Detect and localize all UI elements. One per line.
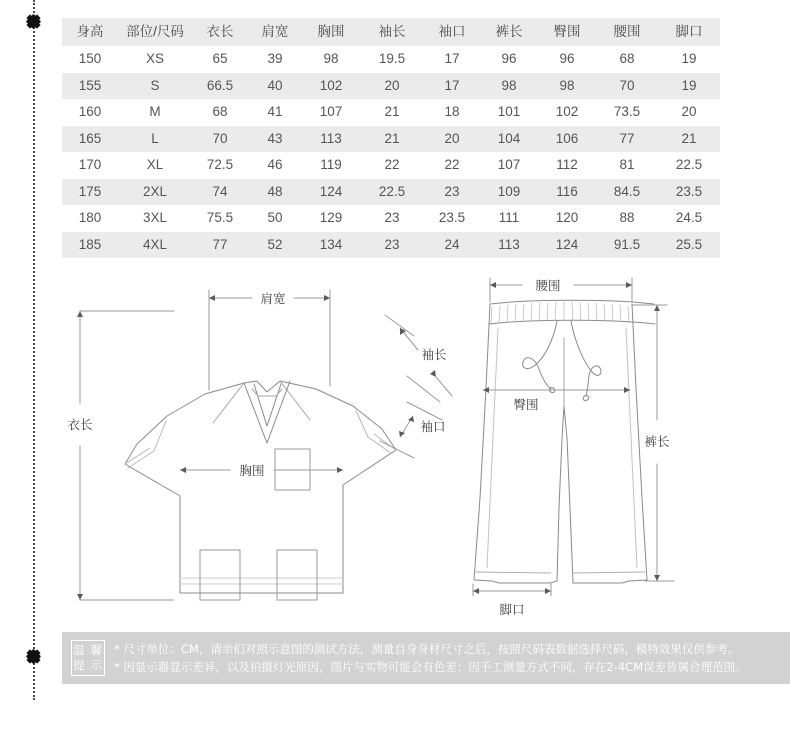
table-row	[62, 205, 720, 232]
size-table	[62, 18, 720, 258]
column-header-leg-opening: 脚口	[675, 24, 703, 39]
cell-cuff: 22	[444, 157, 460, 172]
cell-leg-opening: 25.5	[675, 236, 703, 252]
cell-waist: 84.5	[613, 183, 641, 199]
cell-sleeve-length: 20	[384, 77, 400, 93]
cell-waist: 81	[619, 157, 635, 172]
cell-height: 165	[78, 130, 102, 146]
cell-shoulder: 52	[267, 236, 283, 252]
cell-waist: 88	[619, 210, 635, 225]
column-header-hip: 臀围	[553, 24, 581, 39]
cell-pants-length: 101	[497, 104, 521, 119]
cell-sleeve-length: 21	[384, 104, 400, 119]
cell-garment-length: 74	[212, 183, 228, 199]
column-header-sleeve-length: 袖长	[378, 24, 406, 39]
cell-pants-length: 111	[498, 210, 520, 225]
cell-size: 3XL	[142, 210, 168, 225]
cell-sleeve-length: 19.5	[378, 51, 406, 66]
cell-height: 170	[78, 157, 102, 172]
cell-chest: 119	[320, 157, 342, 172]
dim-garment-length	[80, 311, 174, 600]
column-header-height: 身高	[76, 24, 104, 39]
cell-waist: 70	[619, 77, 635, 93]
label-waist: 腰围	[535, 278, 561, 293]
cell-size: 4XL	[142, 236, 168, 252]
cell-hip: 96	[559, 51, 575, 66]
cell-cuff: 17	[444, 77, 460, 93]
column-header-part-size: 部位/尺码	[126, 24, 184, 39]
table-row	[62, 152, 720, 179]
table-row	[62, 232, 720, 259]
notice-badge-line2: 提 示	[73, 658, 103, 672]
column-header-waist: 腰围	[613, 24, 641, 39]
cell-hip: 116	[556, 183, 578, 199]
cell-waist: 68	[619, 51, 635, 66]
cell-leg-opening: 19	[681, 51, 697, 66]
label-leg-opening: 脚口	[499, 602, 525, 617]
notice-badge-line1: 温 馨	[73, 643, 103, 657]
label-garment-length: 衣长	[67, 417, 93, 432]
notice-text-block	[114, 640, 747, 676]
cell-height: 160	[78, 104, 102, 119]
cell-shoulder: 48	[267, 183, 283, 199]
cell-sleeve-length: 21	[384, 130, 400, 146]
cell-garment-length: 65	[212, 51, 228, 66]
table-header-row	[62, 18, 720, 46]
cell-cuff: 24	[444, 236, 460, 252]
cell-hip: 102	[555, 104, 579, 119]
measurement-diagrams	[62, 268, 720, 620]
table-row	[62, 179, 720, 206]
cell-shoulder: 40	[267, 77, 283, 93]
table-row	[62, 99, 720, 126]
column-header-cuff: 袖口	[438, 24, 466, 39]
cell-height: 185	[78, 236, 102, 252]
cell-shoulder: 46	[267, 157, 283, 172]
cell-sleeve-length: 23	[384, 210, 400, 225]
cell-shoulder: 50	[267, 210, 283, 225]
cell-cuff: 23	[444, 183, 460, 199]
cell-sleeve-length: 23	[384, 236, 400, 252]
cell-size: XL	[146, 157, 164, 172]
cell-chest: 129	[319, 210, 343, 225]
cell-size: L	[151, 130, 159, 146]
label-shoulder: 肩宽	[260, 291, 286, 306]
dim-leg-opening	[473, 584, 551, 596]
cell-pants-length: 109	[497, 183, 521, 199]
label-cuff: 袖口	[420, 419, 446, 434]
cell-hip: 124	[555, 236, 579, 252]
cell-chest: 134	[319, 236, 343, 252]
cell-leg-opening: 23.5	[675, 183, 703, 199]
cell-garment-length: 75.5	[206, 210, 234, 225]
cell-garment-length: 66.5	[206, 77, 234, 93]
table-row	[62, 73, 720, 100]
cell-height: 180	[78, 210, 102, 225]
diamond-marker-top	[26, 14, 42, 30]
cell-garment-length: 77	[212, 236, 228, 252]
cell-shoulder: 41	[267, 104, 283, 119]
cell-leg-opening: 21	[681, 130, 697, 146]
cell-shoulder: 39	[267, 51, 283, 66]
notice-line-2: * 因显示器显示差异，以及拍摄灯光原因，图片与实物可能会有色差；因手工测量方式不同，存在2-4CM误差皆属合理范围。	[114, 660, 747, 674]
cell-chest: 113	[320, 130, 342, 146]
column-header-pants-length: 裤长	[495, 24, 523, 39]
table-row	[62, 126, 720, 153]
cell-pants-length: 104	[497, 130, 521, 146]
cell-waist: 91.5	[613, 236, 641, 252]
cell-pants-length: 113	[498, 236, 520, 252]
cell-pants-length: 98	[501, 77, 517, 93]
cell-hip: 120	[555, 210, 579, 225]
label-chest: 胸围	[239, 463, 265, 478]
cell-cuff: 20	[444, 130, 460, 146]
cell-chest: 98	[323, 51, 339, 66]
cell-size: M	[149, 104, 161, 119]
cell-leg-opening: 19	[681, 77, 697, 93]
cell-leg-opening: 20	[681, 104, 697, 119]
cell-size: XS	[145, 51, 164, 66]
notice-line-1: * 尺寸单位：CM，请亲们对照示意图的测试方法，测量自身身材尺寸之后，按照尺码表数据选择尺码，模特效果仅供参考。	[114, 642, 740, 656]
column-header-chest: 胸围	[317, 24, 345, 39]
cell-chest: 107	[319, 104, 343, 119]
label-hip: 臀围	[513, 397, 539, 412]
cell-chest: 102	[319, 77, 343, 93]
cell-garment-length: 72.5	[206, 157, 234, 172]
diamond-marker-bottom	[26, 649, 42, 665]
label-pants-length: 裤长	[644, 434, 670, 449]
cell-size: S	[150, 77, 160, 93]
cell-cuff: 17	[444, 51, 460, 66]
cell-waist: 77	[619, 130, 635, 146]
column-header-shoulder: 肩宽	[261, 24, 289, 39]
label-sleeve-length: 袖长	[421, 347, 447, 362]
notice-bar	[62, 632, 790, 684]
cell-pants-length: 96	[501, 51, 517, 66]
scrub-pants-illustration	[474, 300, 655, 583]
column-header-garment-length: 衣长	[206, 24, 234, 39]
cell-garment-length: 70	[212, 130, 228, 146]
cell-height: 155	[78, 77, 102, 93]
table-row	[62, 46, 720, 73]
cell-height: 175	[78, 183, 102, 199]
cell-cuff: 18	[444, 104, 460, 119]
cell-pants-length: 107	[497, 157, 521, 172]
scrub-top-illustration	[125, 381, 396, 600]
cell-hip: 106	[555, 130, 579, 146]
cell-shoulder: 43	[267, 130, 283, 146]
cell-hip: 112	[556, 157, 578, 172]
cell-hip: 98	[559, 77, 575, 93]
cell-sleeve-length: 22.5	[378, 183, 406, 199]
cell-sleeve-length: 22	[384, 157, 400, 172]
cell-leg-opening: 22.5	[675, 157, 703, 172]
cell-height: 150	[78, 51, 102, 66]
cell-leg-opening: 24.5	[675, 210, 703, 225]
cell-chest: 124	[319, 183, 343, 199]
dim-waist	[490, 278, 632, 302]
cell-cuff: 23.5	[438, 210, 466, 225]
cell-size: 2XL	[142, 183, 168, 199]
table-body	[62, 46, 720, 258]
decorative-dashed-rail	[33, 0, 35, 700]
notice-badge	[71, 640, 105, 676]
cell-waist: 73.5	[613, 104, 641, 119]
cell-garment-length: 68	[212, 104, 228, 119]
